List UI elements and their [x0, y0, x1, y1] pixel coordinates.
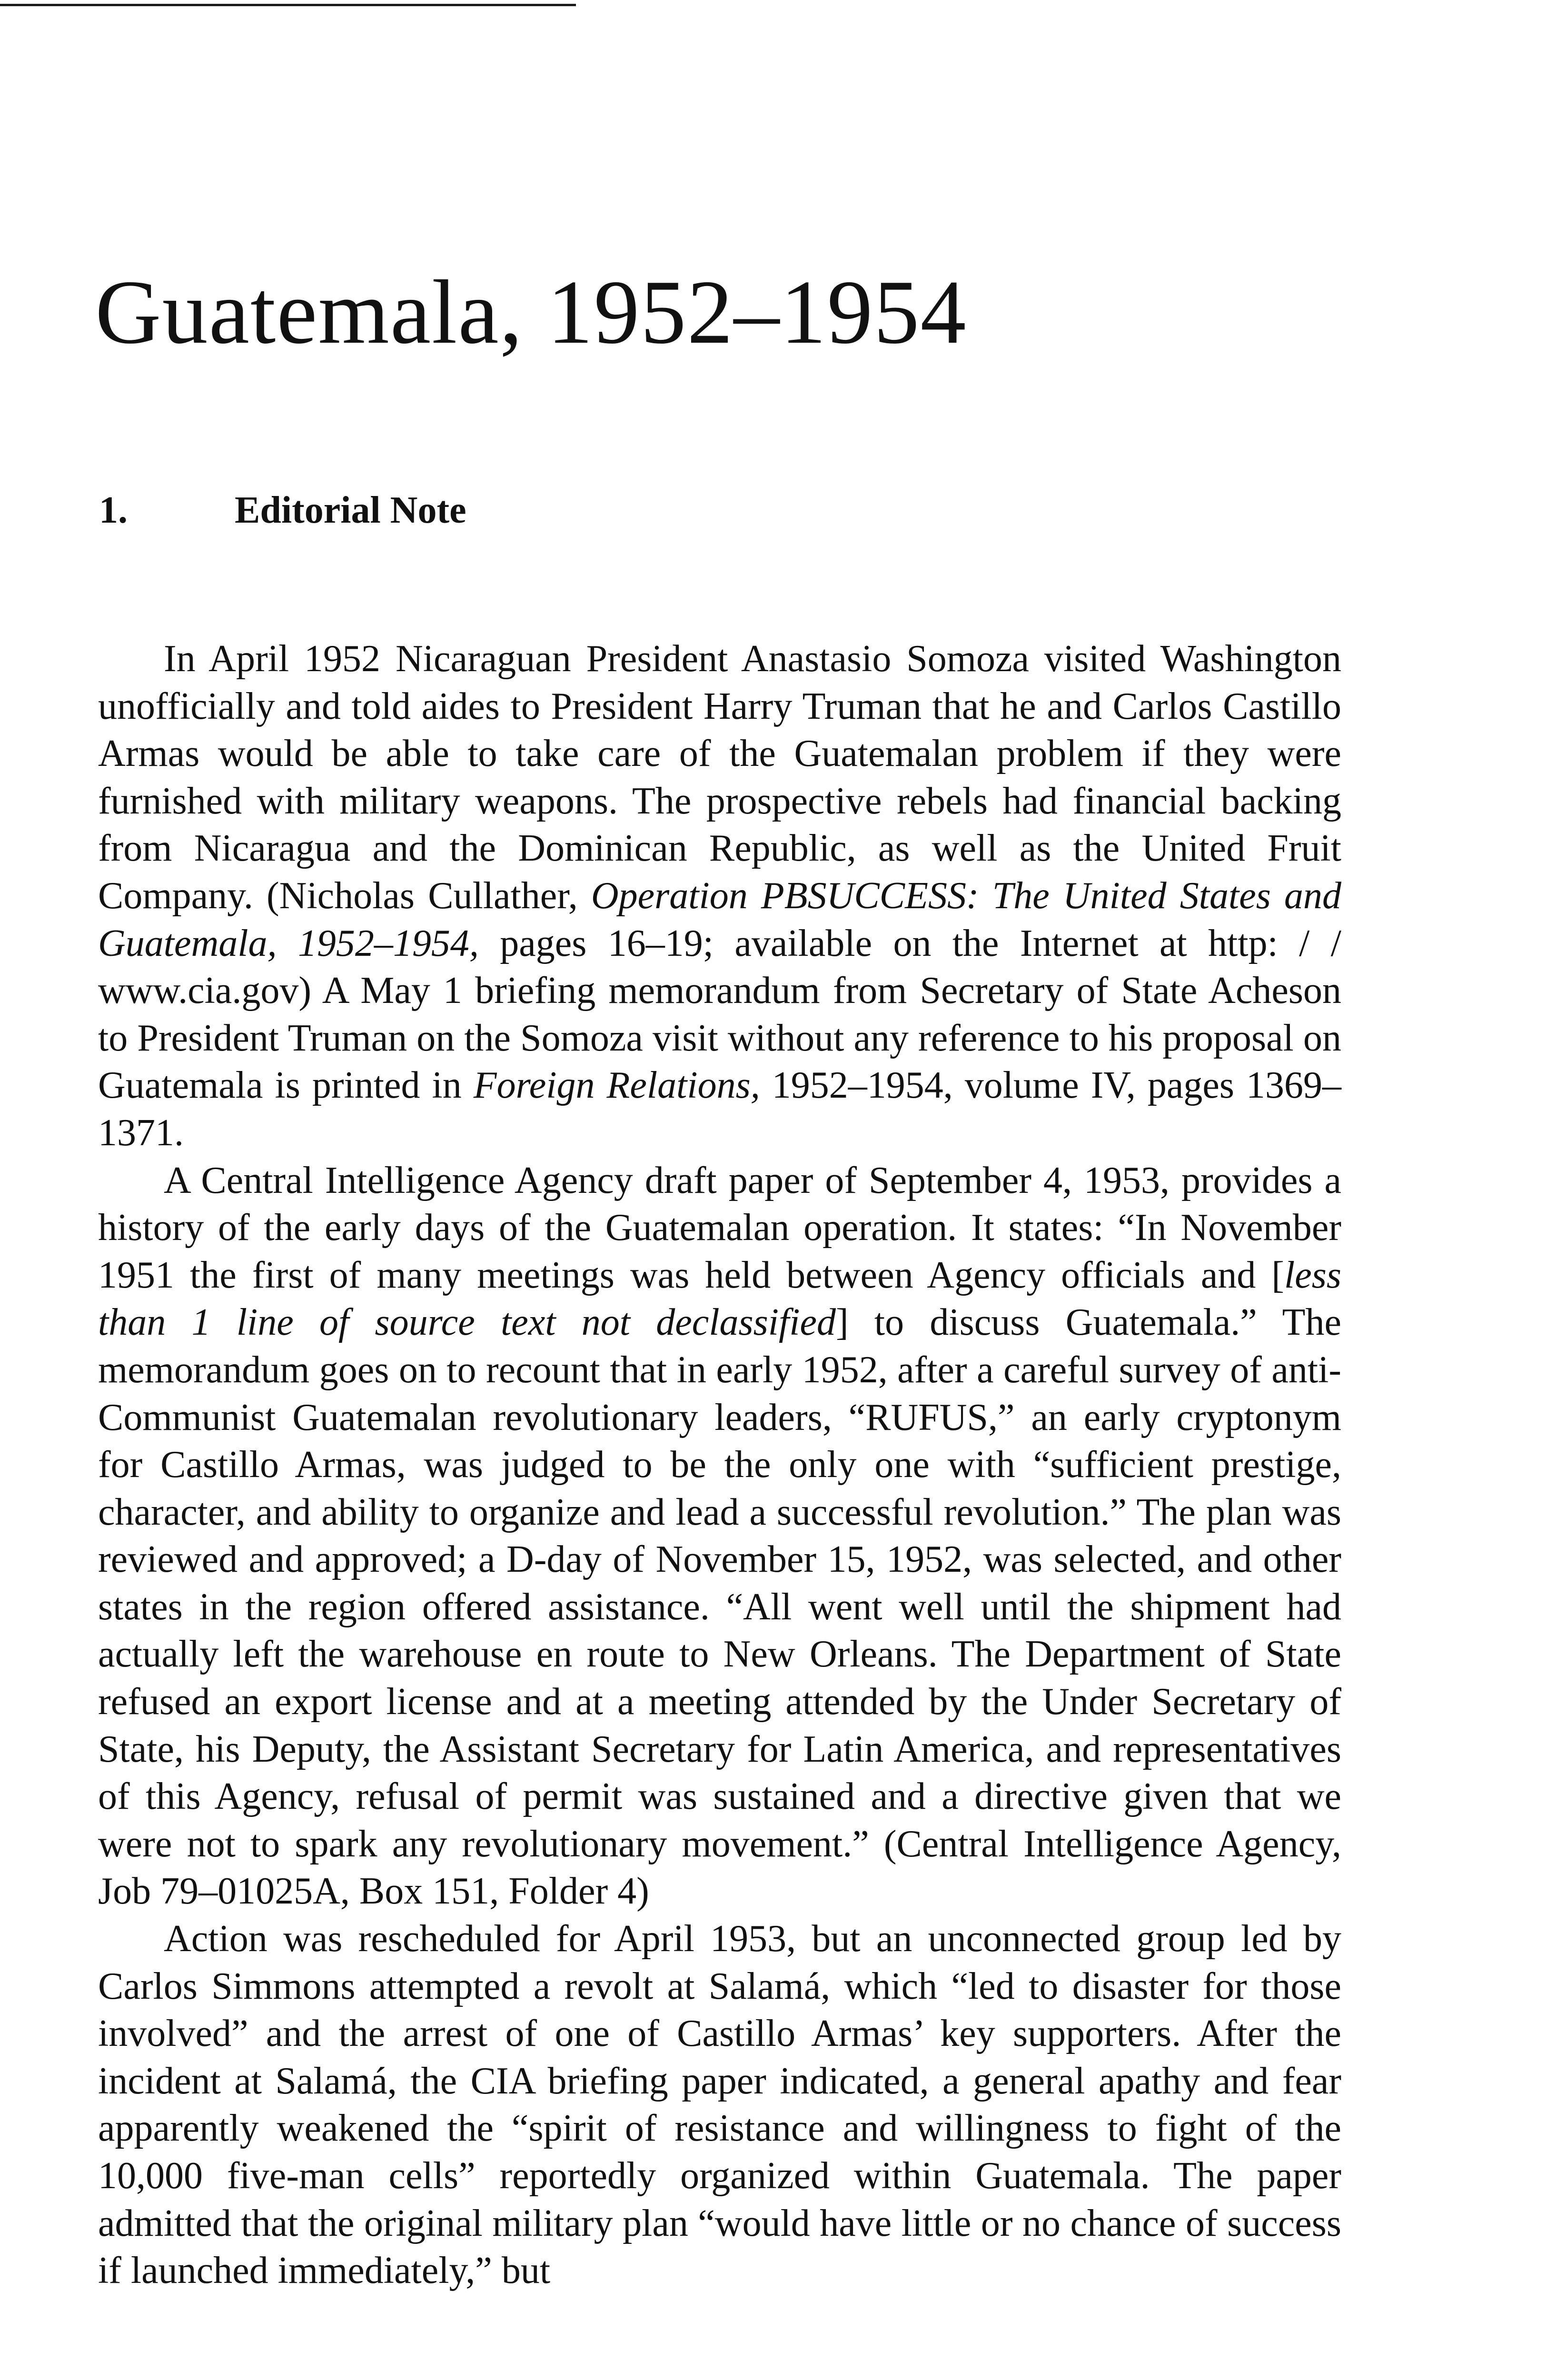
paragraph-segment-italic: less than 1 line of source text not declassified: [98, 1254, 1341, 1344]
page-title: Guatemala, 1952–1954: [95, 261, 967, 363]
section-number: 1.: [99, 489, 128, 531]
paragraph-3: [98, 1915, 1341, 2295]
paragraph-segment: A Central Intelligence Agency draft paper of September 4, 1953, provides a history of the early days of the Guatemalan operation. It states: “In November 1951 the first of many meetings was held between Agency officials and [: [98, 1159, 1341, 1296]
paragraph-segment-italic: Foreign Relations,: [473, 1064, 760, 1107]
paragraph-1: [98, 635, 1341, 1157]
paragraph-segment: In April 1952 Nicaraguan President Anastasio Somoza visited Washington unofficially and told aides to President Harry Truman that he and Carlos Castillo Armas would be able to take care of the Guatemalan problem if they were furnished with military weapons. The prospective rebels had financial backing from Nicaragua and the Dominican Republic, as well as the United Fruit Company. (Nicholas Cullather,: [98, 638, 1341, 917]
paragraph-segment: pages 16–19; available on the Internet at http: / / www.cia.gov) A May 1 briefing memorandum from Secretary of State Acheson to President Truman on the Somoza visit without any reference to his proposal on Guatemala is printed in: [98, 922, 1342, 1107]
section-heading: [99, 491, 466, 529]
paragraph-2: [98, 1157, 1341, 1916]
top-rule: [0, 4, 576, 6]
section-title: Editorial Note: [235, 489, 466, 531]
paragraph-segment: 1952–1954, volume IV, pages 1369–1371.: [98, 1064, 1341, 1154]
paragraph-segment-italic: Operation PBSUCCESS: The United States and Guatemala, 1952–1954,: [98, 874, 1341, 964]
paragraph-segment: ] to discuss Guatemala.” The memorandum goes on to recount that in early 1952, after a careful survey of anti-Communist Guatemalan revolutionary leaders, “RUFUS,” an early cryptonym for Castillo Armas, was judged to be the only one with “sufficient prestige, character, and ability to organize and lead a successful revolution.” The plan was reviewed and approved; a D-day of November 15, 1952, was selected, and other states in the region offered assistance. “All went well until the shipment had actually left the warehouse en route to New Orleans. The Department of State refused an export license and at a meeting attended by the Under Secretary of State, his Deputy, the Assistant Secretary for Latin America, and representatives of this Agency, refusal of permit was sustained and a directive given that we were not to spark any revolutionary movement.” (Central Intelligence Agency, Job 79–01025A, Box 151, Folder 4): [98, 1301, 1341, 1913]
body-text: [98, 635, 1341, 2295]
paragraph-segment: Action was rescheduled for April 1953, but an unconnected group led by Carlos Simmons attempted a revolt at Salamá, which “led to disaster for those involved” and the arrest of one of Castillo Armas’ key supporters. After the incident at Salamá, the CIA briefing paper indicated, a general apathy and fear apparently weakened the “spirit of resistance and willingness to fight of the 10,000 five-man cells” reportedly organized within Guatemala. The paper admitted that the original military plan “would have little or no chance of success if launched immediately,” but: [98, 1918, 1341, 2292]
